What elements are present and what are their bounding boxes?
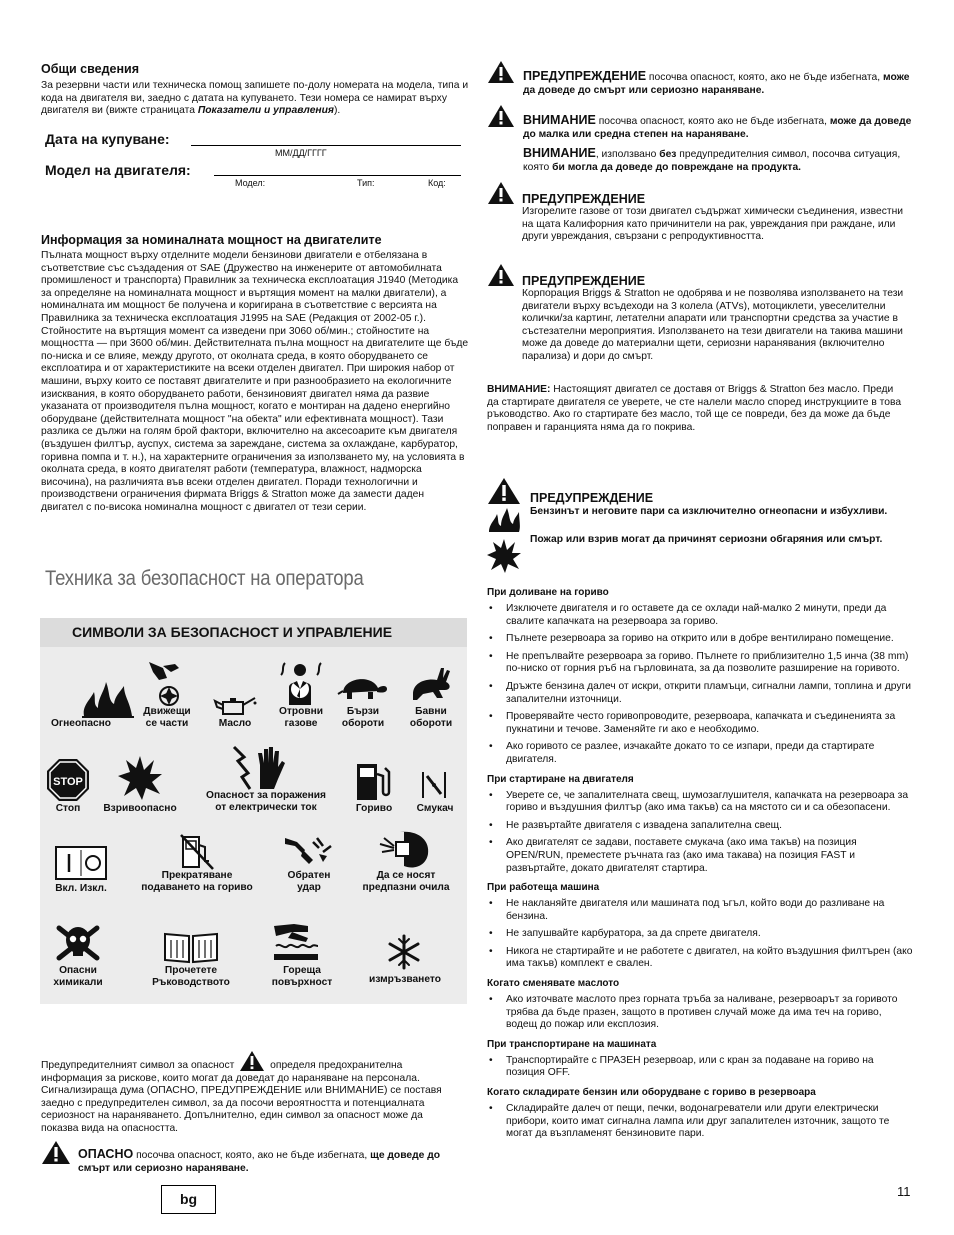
oil-change-list bbox=[487, 994, 915, 1032]
section-heading-operating: При работеща машина bbox=[487, 882, 600, 894]
symbol-label-toxic-fumes: Отровни газове bbox=[278, 706, 324, 729]
fuel-shutoff-icon bbox=[179, 833, 215, 871]
symbol-label-frostbite: измръзването bbox=[369, 974, 441, 985]
stop-icon bbox=[46, 758, 90, 802]
warning-triangle-icon bbox=[239, 1050, 265, 1072]
flame-icon bbox=[80, 678, 136, 718]
symbol-label-fuel-shutoff: Прекратяване подаването на гориво bbox=[141, 870, 253, 893]
list-item: • Складирайте далеч от пещи, печки, водонагреватели или други електрически прибори, които имат сигнална лампа или друг запалителен източник, защото те могат да възпламенят бензиновите пари. bbox=[487, 1103, 915, 1141]
power-heading: Информация за номиналната мощност на двигателите bbox=[41, 233, 382, 247]
hot-surface-icon bbox=[272, 920, 320, 964]
section-heading-transport: При транспортиране на машината bbox=[487, 1038, 657, 1050]
power-text: Пълната мощност върху отделните модели бензинови двигатели е отбелязана в съответствие със създадения от SAE (Дружество на инженерите от автомобилната промишленост и транспорта) Правилник за техническа експлоатация J1940 (Методика за определяне на номиналната мощност и въртящия момент на малки двигатели), а номиналната им мощност бе получена и коригирана в съответствие с версията на Правилника за техническа експлоатация J1995 на SAE (Редакция от 2002-05 г.). Стойностите на въртящия момент са изведени при 3060 об/мин.; стойностите на мощността — при 3600 об/мин. Действителната пълна мощност на двигателите ще бъде по-ниска и се влияе, между другото, от околната среда, в която оборудването се експлоатира и от характеристиките на всеки отделен двигател. При широкия набор от машини, върху които се поставят двигателите и при разнообразието на екологичните изисквания, в която оборудването работи, бензиновият двигател няма да развие указаната от производителя пълна мощност, когато е монтиран на дадено енергийно оборудване (действителната мощност "на обекта" или ефективната мощност). Тази разлика се дължи на голям брой фактори, включително на аксесоарите към двигателя (въздушен филтър, ауспух, система за зареждане, система за охлаждане, карбуратор, горивна помпа и т. н.), на характерните ограничения за използването му, на условията в околната среда, в която двигателят работи (температура, влажност, надморска височина), на различията във всеки отделен двигател. Поради технологични и производствени ограничения фирмата Briggs & Stratton може да замести даден двигател с по-висока номинална мощност с двигател от тези серии. bbox=[41, 250, 469, 513]
snowflake-icon bbox=[386, 934, 422, 970]
fuel-warning-line-2: Пожар или взрив могат да причинят сериозни обгаряния или смърт. bbox=[530, 534, 883, 545]
skull-icon bbox=[55, 922, 101, 964]
symbol-label-chemicals: Опасни химикали bbox=[53, 965, 103, 988]
symbol-label-moving-parts: Движещи се части bbox=[143, 706, 191, 729]
section-heading-starting: При стартиране на двигателя bbox=[487, 773, 634, 785]
symbol-label-flammable: Огнеопасно bbox=[50, 718, 112, 729]
toxic-fumes-icon bbox=[277, 661, 323, 707]
fire-hazard-icon bbox=[487, 506, 521, 534]
fuel-warning-line-1: Бензинът и неговите пари са изключително огнеопасни и избухливи. bbox=[530, 506, 888, 517]
svg-text:STOP: STOP bbox=[53, 776, 83, 788]
fuel-pump-icon bbox=[355, 762, 391, 802]
code-sublabel: Код: bbox=[428, 178, 446, 188]
list-item: • Изключете двигателя и го оставете да се охлади най-малко 2 минути, преди да свалите капачката на резервоара за гориво. bbox=[487, 603, 915, 628]
moving-parts-icon bbox=[145, 660, 189, 708]
symbol-label-slow: Бавни обороти bbox=[409, 706, 453, 729]
warning-heading-fuel: ПРЕДУПРЕЖДЕНИЕ bbox=[530, 491, 654, 505]
list-item: • Ако източвате маслото през горната тръба за наливане, резервоарът за горивото трябва да бъде празен, защото в противен случай може да има теч на гориво, водещ до пожар или експлозия. bbox=[487, 994, 915, 1032]
general-text: За резервни части или техническа помощ запишете по-долу номерата на модела, типа и кода на двигателя ви, заедно с датата на купуването. Тези номера се намират върху двигателя ви (вижте страницата Показатели и управления). bbox=[41, 80, 469, 117]
section-heading-refueling: При доливане на гориво bbox=[487, 587, 609, 598]
list-item: • Никога не стартирайте и не работете с двигател, на който въздушния филтърен (ако има такъв) комплект е свален. bbox=[487, 946, 915, 971]
explosion-icon bbox=[118, 754, 162, 802]
general-heading: Общи сведения bbox=[41, 62, 139, 76]
warning-triangle-icon-4 bbox=[487, 263, 515, 287]
warning-emissions-text: Изгорелите газове от този двигател съдържат химически съединения, известни на щата Калифорния като причинители на рак, увреждания при раждане, или други увреждания, свързани с репродуктивността. bbox=[522, 206, 904, 243]
symbol-label-electric-shock: Опасност за поражения от електрически ток bbox=[206, 790, 326, 813]
symbol-label-safety-glasses: Да се носят предпазни очила bbox=[362, 870, 450, 893]
warning-definition: ПРЕДУПРЕЖДЕНИЕ посочва опасност, която, ако не бъде избегната, може да доведе до смърт или сериозно нараняване. bbox=[523, 69, 910, 96]
caution-no-symbol-definition: ВНИМАНИЕ, използвано без предупредителния символ, посочва ситуация, която би могла да доведе до повреждане на продукта. bbox=[523, 146, 901, 173]
symbols-header: СИМВОЛИ ЗА БЕЗОПАСНОСТ И УПРАВЛЕНИЕ bbox=[40, 618, 467, 647]
symbol-label-explosive: Взривоопасно bbox=[103, 803, 177, 814]
list-item: • Не развъртайте двигателя с извадена запалителна свещ. bbox=[487, 820, 915, 833]
purchase-date-label: Дата на купуване: bbox=[45, 131, 170, 147]
list-item: • Пълнете резервоара за гориво на открито или в добре вентилирано помещение. bbox=[487, 633, 915, 646]
safety-glasses-icon bbox=[378, 830, 432, 870]
list-item: • Не накланяйте двигателя или машината под ъгъл, който води до разливане на бензина. bbox=[487, 898, 915, 923]
model-sublabel: Модел: bbox=[235, 178, 266, 188]
warning-triangle-icon-2 bbox=[487, 104, 515, 128]
section-heading-oil-change: Когато сменявате маслото bbox=[487, 978, 620, 990]
list-item: • Ако двигателят се задави, поставете смукача (ако има такъв) на позиция OPEN/RUN, преместете ръчната газ (ако има такава) на позиция FAST и развъртайте, докато двигателят стартира. bbox=[487, 837, 915, 875]
warning-triangle-icon-3 bbox=[487, 181, 515, 205]
symbol-label-choke: Смукач bbox=[416, 803, 454, 814]
type-sublabel: Тип: bbox=[357, 178, 375, 188]
list-item: • Не препълвайте резервоара за гориво. Пълнете го приблизително 1,5 инча (38 mm) по-ниско от горния ръб на гърловината, за да позволите разширение на горивото. bbox=[487, 651, 915, 676]
manual-book-icon bbox=[163, 930, 219, 964]
warning-atv-text: Корпорация Briggs & Stratton не одобрява и не позволява използването на тези двигатели върху всъдеходи на 3 колела (ATVs), мотоциклети, увеселителни колички/за картинг, летателни апарати или транспортни средства за участие в състезателни мероприятия. Използването на тези двигатели на такива машини може да доведе до материални щети, сериозни наранявания (включително парализа) и дори до смърт. bbox=[522, 288, 904, 362]
danger-triangle-icon bbox=[41, 1140, 71, 1165]
symbol-label-read-manual: Прочетете Ръководството bbox=[152, 965, 230, 988]
symbol-label-on-off: Вкл. Изкл. bbox=[55, 883, 107, 894]
turtle-icon bbox=[337, 671, 389, 701]
transport-list bbox=[487, 1055, 915, 1080]
operating-list bbox=[487, 898, 915, 971]
alert-symbol-intro: Предупредителният символ за опасност определя предохранителна информация за рисковe, които могат да доведат до нараняване на персонала. Сигнализиращa дума (ОПАСНО, ПРЕДУПРЕЖДЕНИЕ или ВНИМАНИЕ) се поставя заедно с предупредителен символ, за да посочи вероятността и потенциалната сериозност на нараняването. Допълнително, един символ за опасност може да показва вида на опасността. bbox=[41, 1050, 461, 1136]
symbol-label-stop: Стоп bbox=[55, 803, 81, 814]
list-item: • Не запушвайте карбуратора, за да спрете двигателя. bbox=[487, 928, 915, 941]
engine-model-line[interactable] bbox=[214, 175, 461, 176]
list-item: • Уверете се, че запалителната свещ, шумозаглушителя, капачката на резервоара за гориво и въздушния филтър (ако има такъв) са на мястото си и са обезопасени. bbox=[487, 790, 915, 815]
section-heading-storage: Когато складирате бензин или оборудване с гориво в резервоара bbox=[487, 1087, 816, 1099]
symbol-label-fast: Бързи обороти bbox=[341, 706, 385, 729]
oil-can-icon bbox=[213, 692, 257, 718]
list-item: • Транспортирайте с ПРАЗЕН резервоар, или с кран за подаване на гориво на позиция OFF. bbox=[487, 1055, 915, 1080]
choke-icon bbox=[421, 770, 447, 800]
warning-triangle-icon-5 bbox=[487, 477, 521, 505]
on-off-icon bbox=[55, 846, 107, 880]
page-number: 11 bbox=[897, 1184, 911, 1199]
warning-heading-atv: ПРЕДУПРЕЖДЕНИЕ bbox=[522, 274, 646, 288]
operator-safety-title: Техника за безопасност на оператора bbox=[45, 567, 364, 590]
warning-triangle-icon-1 bbox=[487, 60, 515, 84]
rabbit-icon bbox=[409, 664, 453, 702]
symbol-label-kickback: Обратен удар bbox=[287, 870, 331, 893]
caution-definition: ВНИМАНИЕ посочва опасност, която ако не бъде избегната, може да доведе до малка или средна степен на нараняване. bbox=[523, 113, 912, 140]
list-item: • Дръжте бензина далеч от искри, открити пламъци, сигнални лампи, топлина и други запалителни източници. bbox=[487, 681, 915, 706]
safety-sections bbox=[487, 587, 915, 1146]
symbol-label-hot-surface: Гореща повърхност bbox=[271, 965, 333, 988]
danger-definition: ОПАСНО посочва опасност, която, ако не бъде избегната, ще доведе до смърт или сериозно нараняване. bbox=[78, 1147, 441, 1174]
symbol-label-fuel: Гориво bbox=[355, 803, 393, 814]
list-item: • Проверявайте често горивопроводите, резервоара, капачката и съединенията за пукнатини и течове. Заменяйте ги ако е необходимо. bbox=[487, 711, 915, 736]
refueling-list bbox=[487, 603, 915, 767]
engine-model-label: Модел на двигателя: bbox=[45, 162, 191, 178]
language-tag: bg bbox=[161, 1185, 216, 1214]
date-format-hint: ММ/ДД/ГГГГ bbox=[275, 148, 327, 158]
electric-shock-icon bbox=[228, 743, 288, 791]
notice-no-oil: ВНИМАНИЕ: Настоящият двигател се доставя от Briggs & Stratton без масло. Преди да стартирате двигателя се уверете, че сте налели масло според инструкциите в това ръководство. Ако го стартирате без масло, той ще се повреди, без да може да бъде поправен и гаранцията няма да го покрива. bbox=[487, 384, 902, 433]
explosion-hazard-icon bbox=[487, 537, 521, 575]
symbol-label-oil: Масло bbox=[218, 718, 252, 729]
kickback-icon bbox=[283, 832, 335, 870]
storage-list bbox=[487, 1103, 915, 1141]
purchase-date-line[interactable] bbox=[191, 145, 461, 146]
list-item: • Ако горивото се разлее, изчакайте докато то се изпари, преди да стартирате двигателя. bbox=[487, 741, 915, 766]
warning-heading-emissions: ПРЕДУПРЕЖДЕНИЕ bbox=[522, 192, 646, 206]
starting-list bbox=[487, 790, 915, 876]
